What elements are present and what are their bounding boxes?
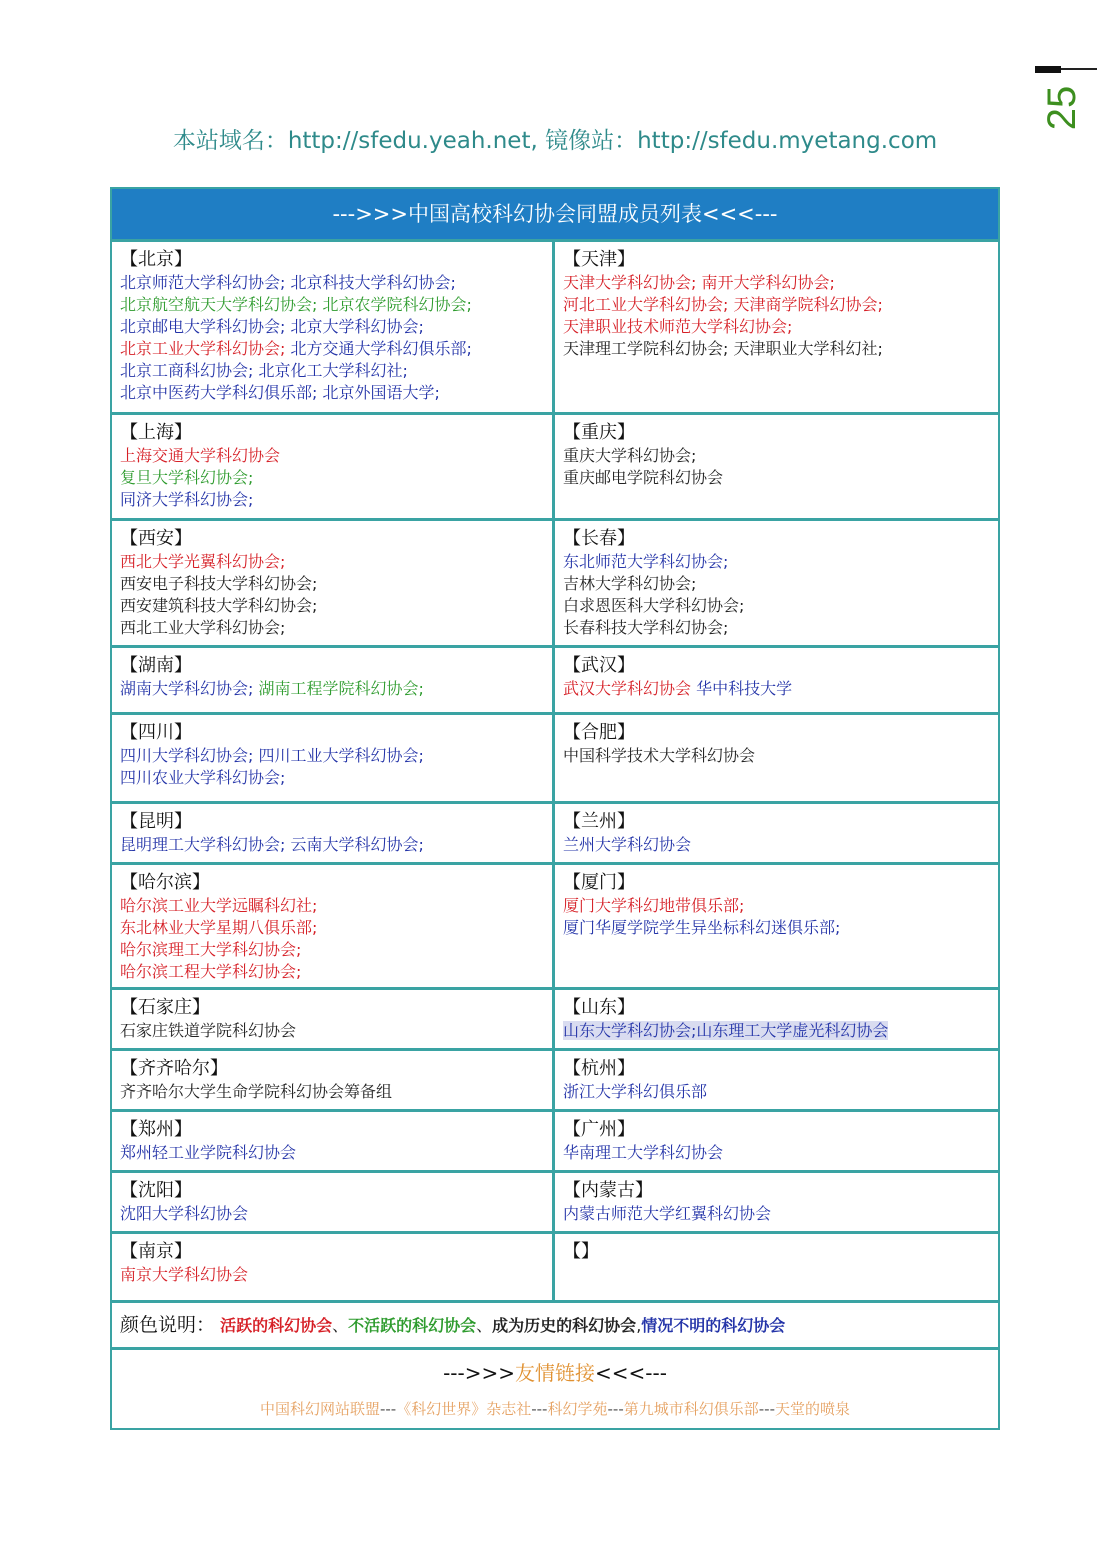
legend-unknown: 情况不明的科幻协会: [641, 1316, 786, 1335]
club-name: 武汉大学科幻协会: [563, 679, 692, 698]
club-name: 同济大学科幻协会;: [120, 490, 254, 509]
club-name: 天津职业技术师范大学科幻协会;: [563, 317, 793, 336]
region-name: 【齐齐哈尔】: [120, 1058, 228, 1079]
region-wuhan: [555, 648, 998, 712]
table-row: [112, 239, 998, 412]
table-row: [112, 987, 998, 1048]
club-name: 西北大学光翼科幻协会;: [120, 552, 286, 571]
region-name: 【四川】: [120, 722, 192, 743]
member-line: [120, 360, 544, 382]
member-line: [120, 1081, 544, 1103]
club-name: 华中科技大学: [691, 679, 793, 698]
region-name: 【北京】: [120, 249, 192, 270]
region-chongqing: [555, 415, 998, 518]
region-hangzhou: [555, 1051, 998, 1109]
club-name: 北京航空航天大学科幻协会;: [120, 295, 318, 314]
member-line: [120, 917, 544, 939]
member-line: [563, 1020, 990, 1042]
club-name: 厦门华厦学院学生异坐标科幻迷俱乐部;: [563, 918, 841, 937]
club-name: 重庆大学科幻协会;: [563, 446, 697, 465]
region-sichuan: [112, 715, 555, 801]
club-name: 东北师范大学科幻协会;: [563, 552, 729, 571]
region-shanghai: [112, 415, 555, 518]
legend-active: 活跃的科幻协会: [220, 1316, 333, 1335]
region-qiqihar: [112, 1051, 555, 1109]
region-name: 【天津】: [563, 249, 635, 270]
links-title-prefix: --->>>: [443, 1361, 515, 1385]
region-shijiazhuang: [112, 990, 555, 1048]
club-name: 吉林大学科幻协会;: [563, 574, 697, 593]
region-name: 【哈尔滨】: [120, 872, 210, 893]
corner-mark-thick: [1035, 66, 1061, 73]
club-name: 西安建筑科技大学科幻协会;: [120, 596, 318, 615]
club-name: 西北工业大学科幻协会;: [120, 618, 286, 637]
member-line: [563, 834, 990, 856]
page-number: 25: [1040, 85, 1084, 131]
link-scifi-academy[interactable]: 科幻学苑: [547, 1400, 608, 1418]
club-name: 天津职业大学科幻社;: [728, 339, 883, 358]
club-name: 石家庄铁道学院科幻协会: [120, 1021, 297, 1040]
region-name: 【兰州】: [563, 811, 635, 832]
club-name: 山东大学科幻协会;山东理工大学虚光科幻协会: [563, 1021, 889, 1040]
member-line: [563, 338, 990, 360]
member-line: [120, 445, 544, 467]
club-name: 北京工业大学科幻协会;: [120, 339, 286, 358]
member-line: [120, 895, 544, 917]
region-guangzhou: [555, 1112, 998, 1170]
club-name: 白求恩医科大学科幻协会;: [563, 596, 745, 615]
links-title-main: 友情链接: [515, 1361, 595, 1385]
club-name: 复旦大学科幻协会;: [120, 468, 254, 487]
corner-mark-thin: [1061, 68, 1097, 70]
member-line: [563, 678, 990, 700]
club-name: 上海交通大学科幻协会: [120, 446, 281, 465]
club-name: 河北工业大学科幻协会;: [563, 295, 729, 314]
club-name: 昆明理工大学科幻协会;: [120, 835, 286, 854]
legend-sep: 、: [332, 1316, 349, 1335]
region-changchun: [555, 521, 998, 645]
member-line: [563, 895, 990, 917]
region-name: 【】: [563, 1241, 599, 1262]
member-line: [120, 382, 544, 404]
club-name: 北京科技大学科幻协会;: [285, 273, 456, 292]
color-legend: [112, 1300, 998, 1347]
club-name: 厦门大学科幻地带俱乐部;: [563, 896, 745, 915]
club-name: 内蒙古师范大学红翼科幻协会: [563, 1204, 772, 1223]
club-name: 兰州大学科幻协会: [563, 835, 692, 854]
member-line: [563, 917, 990, 939]
link-ninth-city[interactable]: 第九城市科幻俱乐部: [623, 1400, 759, 1418]
member-line: [120, 573, 544, 595]
member-line: [563, 745, 990, 767]
club-name: 华南理工大学科幻协会: [563, 1143, 724, 1162]
region-xiamen: [555, 865, 998, 987]
member-line: [120, 745, 544, 767]
region-name: 【杭州】: [563, 1058, 635, 1079]
region-name: 【石家庄】: [120, 997, 210, 1018]
club-name: 四川工业大学科幻协会;: [253, 746, 424, 765]
region-harbin: [112, 865, 555, 987]
club-name: 北方交通大学科幻俱乐部;: [285, 339, 472, 358]
member-line: [563, 573, 990, 595]
member-line: [120, 272, 544, 294]
member-line: [563, 272, 990, 294]
club-name: 北京师范大学科幻协会;: [120, 273, 286, 292]
region-nanjing: [112, 1234, 555, 1300]
club-name: 北京工商科幻协会;: [120, 361, 254, 380]
table-row: [112, 1170, 998, 1231]
member-line: [120, 338, 544, 360]
member-line: [120, 316, 544, 338]
region-empty: [555, 1234, 998, 1300]
member-line: [563, 1081, 990, 1103]
table-row: [112, 645, 998, 712]
region-kunming: [112, 804, 555, 862]
club-name: 北京大学科幻协会;: [285, 317, 424, 336]
table-row: [112, 518, 998, 645]
member-line: [120, 1203, 544, 1225]
club-name: 北京农学院科幻协会;: [317, 295, 472, 314]
member-line: [563, 316, 990, 338]
club-name: 长春科技大学科幻协会;: [563, 618, 729, 637]
club-name: 天津大学科幻协会;: [563, 273, 697, 292]
link-separator: ---: [379, 1400, 397, 1418]
member-line: [120, 551, 544, 573]
link-cn-scifi-alliance[interactable]: 中国科幻网站联盟: [259, 1400, 380, 1418]
member-line: [563, 617, 990, 639]
legend-inactive: 不活跃的科幻协会: [348, 1316, 477, 1335]
region-neimenggu: [555, 1173, 998, 1231]
region-name: 【沈阳】: [120, 1180, 192, 1201]
club-name: 哈尔滨工业大学远瞩科幻社;: [120, 896, 318, 915]
member-line: [120, 467, 544, 489]
member-line: [120, 1142, 544, 1164]
table-row: [112, 1048, 998, 1109]
region-name: 【合肥】: [563, 722, 635, 743]
member-line: [120, 294, 544, 316]
region-name: 【湖南】: [120, 655, 192, 676]
region-hunan: [112, 648, 555, 712]
link-separator: ---: [607, 1400, 624, 1418]
table-row: [112, 1109, 998, 1170]
region-beijing: [112, 242, 555, 412]
club-name: 云南大学科幻协会;: [285, 835, 424, 854]
member-line: [120, 678, 544, 700]
member-line: [563, 1142, 990, 1164]
region-name: 【长春】: [563, 528, 635, 549]
links-title-suffix: <<<---: [595, 1361, 667, 1385]
region-name: 【西安】: [120, 528, 192, 549]
legend-historical: 成为历史的科幻协会: [492, 1316, 637, 1335]
club-name: 中国科学技术大学科幻协会: [563, 746, 756, 765]
member-line: [120, 961, 544, 983]
link-separator: ---: [758, 1400, 776, 1418]
club-name: 沈阳大学科幻协会: [120, 1204, 249, 1223]
region-xian: [112, 521, 555, 645]
club-name: 哈尔滨理工大学科幻协会;: [120, 940, 302, 959]
legend-lead: 颜色说明：: [120, 1314, 216, 1336]
region-name: 【郑州】: [120, 1119, 192, 1140]
friend-links-row: [112, 1388, 998, 1428]
club-name: 北京外国语大学;: [317, 383, 440, 402]
region-name: 【内蒙古】: [563, 1180, 653, 1201]
member-line: [120, 1020, 544, 1042]
member-list-table: [110, 187, 1000, 1430]
region-name: 【重庆】: [563, 422, 635, 443]
region-zhengzhou: [112, 1112, 555, 1170]
club-name: 天津商学院科幻协会;: [728, 295, 883, 314]
table-row: [112, 412, 998, 518]
member-line: [120, 489, 544, 511]
member-line: [563, 445, 990, 467]
club-name: 南京大学科幻协会: [120, 1265, 249, 1284]
table-row: [112, 1231, 998, 1300]
member-line: [120, 1264, 544, 1286]
table-row: [112, 712, 998, 801]
friend-links-title: [112, 1347, 998, 1388]
region-hefei: [555, 715, 998, 801]
club-name: 西安电子科技大学科幻协会;: [120, 574, 318, 593]
table-row: [112, 801, 998, 862]
club-name: 天津理工学院科幻协会;: [563, 339, 729, 358]
corner-mark: [1035, 65, 1097, 74]
club-name: 南开大学科幻协会;: [696, 273, 835, 292]
club-name: 浙江大学科幻俱乐部: [563, 1082, 708, 1101]
club-name: 北京邮电大学科幻协会;: [120, 317, 286, 336]
member-line: [563, 551, 990, 573]
club-name: 四川农业大学科幻协会;: [120, 768, 286, 787]
member-line: [563, 1203, 990, 1225]
member-line: [120, 939, 544, 961]
club-name: 郑州轻工业学院科幻协会: [120, 1143, 297, 1162]
link-scifi-world[interactable]: 《科幻世界》杂志社: [396, 1400, 532, 1418]
region-name: 【南京】: [120, 1241, 192, 1262]
club-name: 哈尔滨工程大学科幻协会;: [120, 962, 302, 981]
club-name: 北京中医药大学科幻俱乐部;: [120, 383, 318, 402]
member-line: [120, 767, 544, 789]
member-line: [120, 617, 544, 639]
member-line: [563, 294, 990, 316]
region-tianjin: [555, 242, 998, 412]
table-row: [112, 862, 998, 987]
legend-sep: ,: [636, 1316, 642, 1335]
region-name: 【广州】: [563, 1119, 635, 1140]
region-lanzhou: [555, 804, 998, 862]
region-name: 【山东】: [563, 997, 635, 1018]
domain-line: 本站域名：http://sfedu.yeah.net, 镜像站：http://sfedu.myetang.com: [172, 128, 938, 154]
member-line: [563, 467, 990, 489]
member-line: [120, 834, 544, 856]
region-name: 【上海】: [120, 422, 192, 443]
region-name: 【昆明】: [120, 811, 192, 832]
club-name: 东北林业大学星期八俱乐部;: [120, 918, 318, 937]
legend-sep: 、: [476, 1316, 493, 1335]
club-name: 四川大学科幻协会;: [120, 746, 254, 765]
member-line: [120, 595, 544, 617]
banner-title: --->>>中国高校科幻协会同盟成员列表<<<---: [112, 189, 998, 239]
member-line: [563, 595, 990, 617]
link-heaven-fountain[interactable]: 天堂的喷泉: [775, 1400, 851, 1418]
club-name: 湖南大学科幻协会;: [120, 679, 254, 698]
region-name: 【武汉】: [563, 655, 635, 676]
region-shenyang: [112, 1173, 555, 1231]
club-name: 齐齐哈尔大学生命学院科幻协会筹备组: [120, 1082, 393, 1101]
club-name: 湖南工程学院科幻协会;: [253, 679, 424, 698]
club-name: 重庆邮电学院科幻协会: [563, 468, 724, 487]
club-name: 北京化工大学科幻社;: [253, 361, 408, 380]
region-shandong: [555, 990, 998, 1048]
link-separator: ---: [531, 1400, 548, 1418]
region-name: 【厦门】: [563, 872, 635, 893]
